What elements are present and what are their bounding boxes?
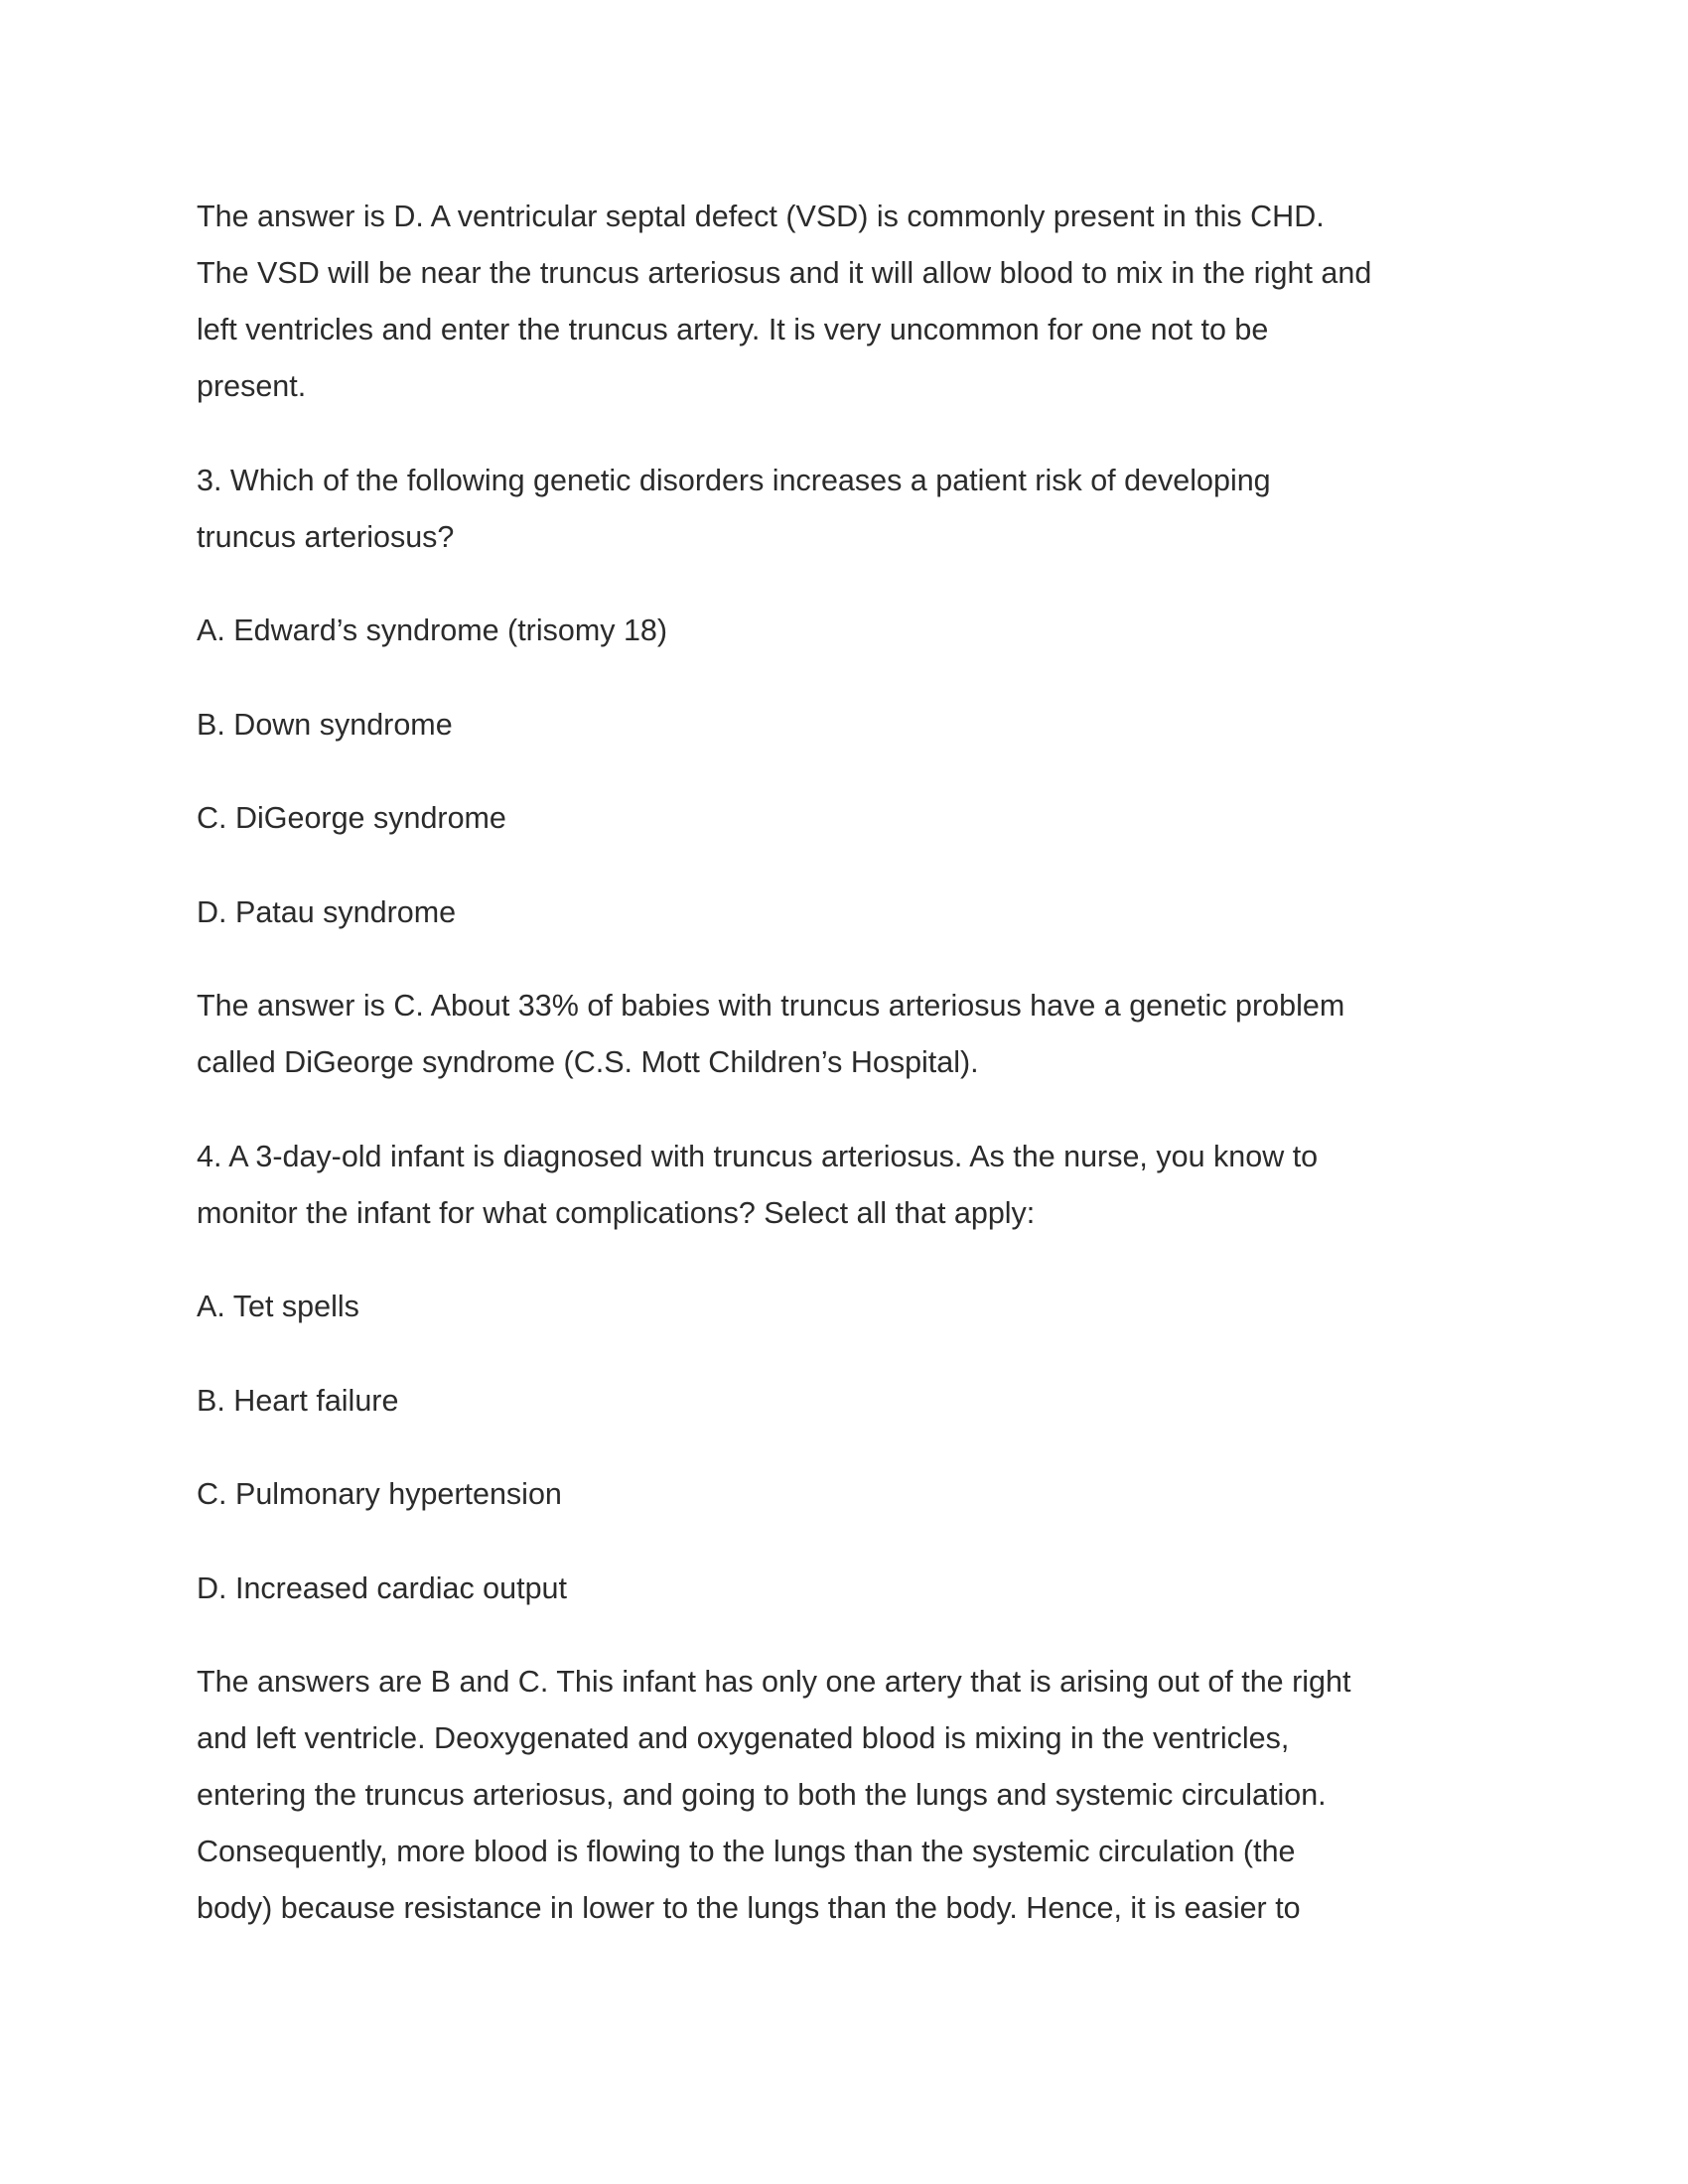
text-line: and left ventricle. Deoxygenated and oxygenated blood is mixing in the ventricles, — [197, 1721, 1290, 1755]
question-paragraph — [197, 453, 1507, 566]
answer-paragraph — [197, 189, 1507, 415]
text-line: A. Edward’s syndrome (trisomy 18) — [197, 614, 668, 647]
answer-paragraph — [197, 978, 1507, 1091]
question-paragraph — [197, 1129, 1507, 1242]
text-line: A. Tet spells — [197, 1290, 359, 1323]
text-line: The answer is D. A ventricular septal defect (VSD) is commonly present in this CHD. — [197, 200, 1325, 233]
answer-option — [197, 885, 1507, 941]
text-line: left ventricles and enter the truncus artery. It is very uncommon for one not to be — [197, 313, 1269, 346]
text-line: The VSD will be near the truncus arteriosus and it will allow blood to mix in the right and — [197, 256, 1372, 290]
text-line: The answer is C. About 33% of babies with truncus arteriosus have a genetic problem — [197, 989, 1345, 1023]
text-line: B. Down syndrome — [197, 707, 453, 742]
text-line: B. Heart failure — [197, 1383, 399, 1418]
text-line: 3. Which of the following genetic disorders increases a patient risk of developing — [197, 463, 1271, 497]
text-line: The answers are B and C. This infant has only one artery that is arising out of the right — [197, 1665, 1351, 1699]
text-line: D. Patau syndrome — [197, 894, 457, 929]
answer-option — [197, 603, 1507, 659]
text-line: body) because resistance in lower to the lungs than the body. Hence, it is easier to — [197, 1891, 1301, 1925]
answer-option — [197, 1561, 1507, 1617]
text-line: D. Increased cardiac output — [197, 1570, 567, 1605]
answer-option — [197, 697, 1507, 753]
answer-option — [197, 1279, 1507, 1335]
text-line: entering the truncus arteriosus, and going to both the lungs and systemic circulation. — [197, 1778, 1327, 1812]
text-line: 4. A 3-day-old infant is diagnosed with truncus arteriosus. As the nurse, you know to — [197, 1139, 1319, 1173]
text-line: monitor the infant for what complications? Select all that apply: — [197, 1195, 1036, 1230]
answer-option — [197, 1466, 1507, 1523]
text-line: C. DiGeorge syndrome — [197, 801, 506, 835]
document-page — [197, 189, 1507, 1975]
answer-option — [197, 1373, 1507, 1430]
answer-paragraph — [197, 1654, 1507, 1937]
text-line: C. Pulmonary hypertension — [197, 1477, 562, 1511]
text-line: present. — [197, 369, 307, 403]
text-line: called DiGeorge syndrome (C.S. Mott Children’s Hospital). — [197, 1045, 979, 1079]
answer-option — [197, 790, 1507, 847]
text-line: truncus arteriosus? — [197, 519, 455, 554]
text-line: Consequently, more blood is flowing to the lungs than the systemic circulation (the — [197, 1835, 1296, 1868]
